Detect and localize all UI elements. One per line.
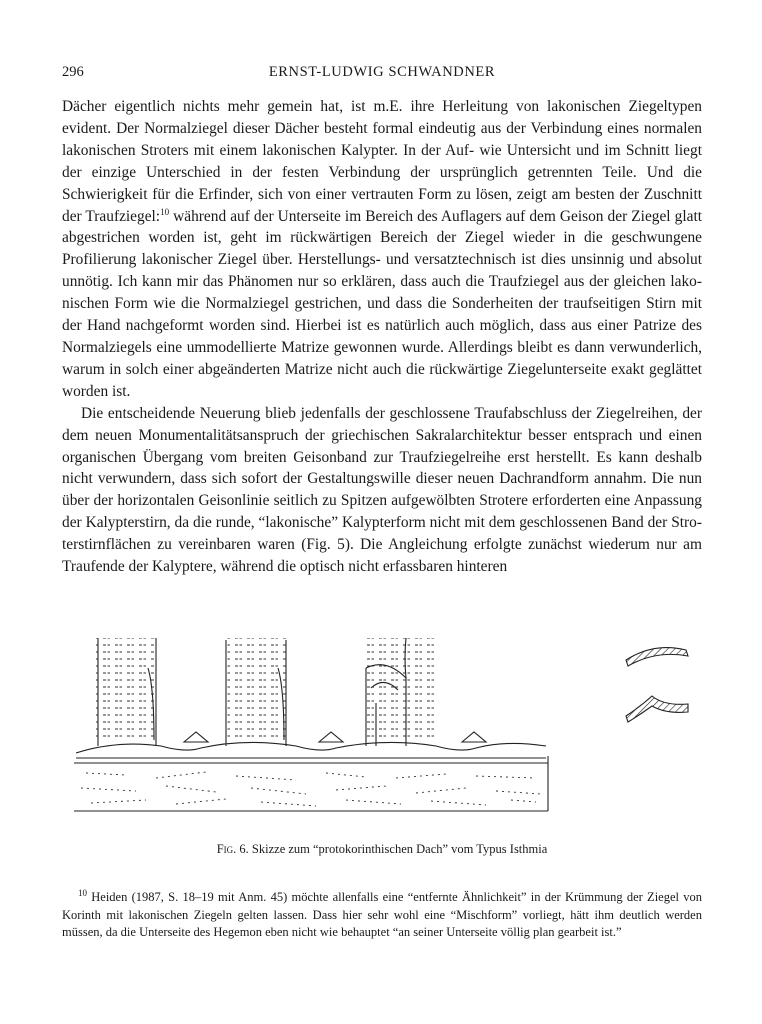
main-text bbox=[62, 96, 702, 578]
footnote-ref-10[interactable]: 10 bbox=[160, 206, 170, 217]
footnote-text: Heiden (1987, S. 18–19 mit Anm. 45) möchte allenfalls eine “entfernte Ähnlichkeit” in der Krümmung der Ziegel von Korinth mit lakonischen Ziegeln gelten lassen. Dass hier sehr wohl eine “Mischform” vorliegt, hätt ihm deutlich werden müssen, da die Unterseite des Hegemon eben nicht wie behauptet “an seiner Unterseite völlig plan gearbeit ist.” bbox=[62, 890, 702, 940]
paragraph-2: Die entscheidende Neuerung blieb jedenfalls der geschlossene Traufabschluss der Ziegelreihen, der dem neuen Monumentalitätsanspruch der griechischen Sakralarchitektur besser entsprach und einen organischen Übergang vom breiten Geisonband zur Traufziegelreihe erst herstellt. Es kann deshalb nicht verwundern, dass sich sofort der Gestaltungswille dieser neuen Dachrandform annahm. Die nun über der horizontalen Geisonlinie seitlich zu Spitzen aufgewölbten Strotere erforderten eine Anpassung der Kalypterstirn, da die runde, “lakonische” Kalypterform nicht mit dem geschlossenen Band der Stroterstirnflächen zu vereinbaren waren (Fig. 5). Die Angleichung erfolgte zunächst wiederum nur am Traufende der Kalyptere, während die optisch nicht erfassbaren hinteren bbox=[62, 404, 702, 576]
section-profiles bbox=[626, 648, 688, 722]
running-title-author: ERNST-LUDWIG SCHWANDNER bbox=[268, 64, 496, 80]
page-number: 296 bbox=[62, 64, 84, 80]
paragraph-1-text: Dächer eigentlich nichts mehr gemein hat, ist m.E. ihre Herleitung von lakonischen Ziegeltypen evident. Der Normalziegel dieser Dächer besteht formal eindeutig aus der Verbindung eines normalen lakonischen Stroters mit einem lakonischen Kalypter. In der Auf- wie Untersicht und im Schnitt liegt der einzige Unterschied in der festen Verbindung der ursprünglich getrennten Teile. Und die Schwierigkeit für die Erfinder, sich von einer vertrauten Form zu lösen, zeigt am besten der Zuschnitt der Traufziegel: bbox=[62, 98, 702, 225]
roof-sketch-drawing bbox=[66, 628, 706, 824]
figure-6-sketch bbox=[66, 628, 706, 824]
footnote-number: 10 bbox=[78, 887, 87, 898]
running-header bbox=[62, 64, 702, 84]
roof-elevation bbox=[74, 638, 548, 811]
paragraph-1 bbox=[62, 96, 702, 403]
figure-caption bbox=[62, 842, 702, 857]
caption-label: Fig. 6. bbox=[216, 842, 249, 856]
footnote-10 bbox=[62, 889, 702, 942]
paragraph-1-continued: während auf der Unterseite im Bereich des Auflagers auf dem Geison der Ziegel glatt abgestrichen worden ist, geht im rückwärtigen Bereich der Ziegel wieder in die geschwungene Profilierung lakonischer Ziegel über. Herstellungs- und versatztechnisch ist dies unsinnig und absolut unnötig. Ich kann mir das Phänomen nur so erklären, dass auch die Traufziegel aus der gleichen lakonischen Form wie die Normalziegel gestrichen, und dass die Sonderheiten der traufseitigen Stirn mit der Hand nachgeformt worden sind. Hierbei ist es natürlich auch möglich, dass aus einer Patrize des Normalziegels eine ummodellierte Matrize gewonnen wurde. Allerdings bleibt es dann verwunderlich, warum in solch einer abgeänderten Matrize nicht auch die rückwärtige Ziegelunterseite exakt geglättet worden ist. bbox=[62, 207, 702, 400]
caption-text: Skizze zum “protokorinthischen Dach” vom Typus Isthmia bbox=[248, 842, 548, 856]
geison-stone-texture bbox=[81, 772, 541, 806]
